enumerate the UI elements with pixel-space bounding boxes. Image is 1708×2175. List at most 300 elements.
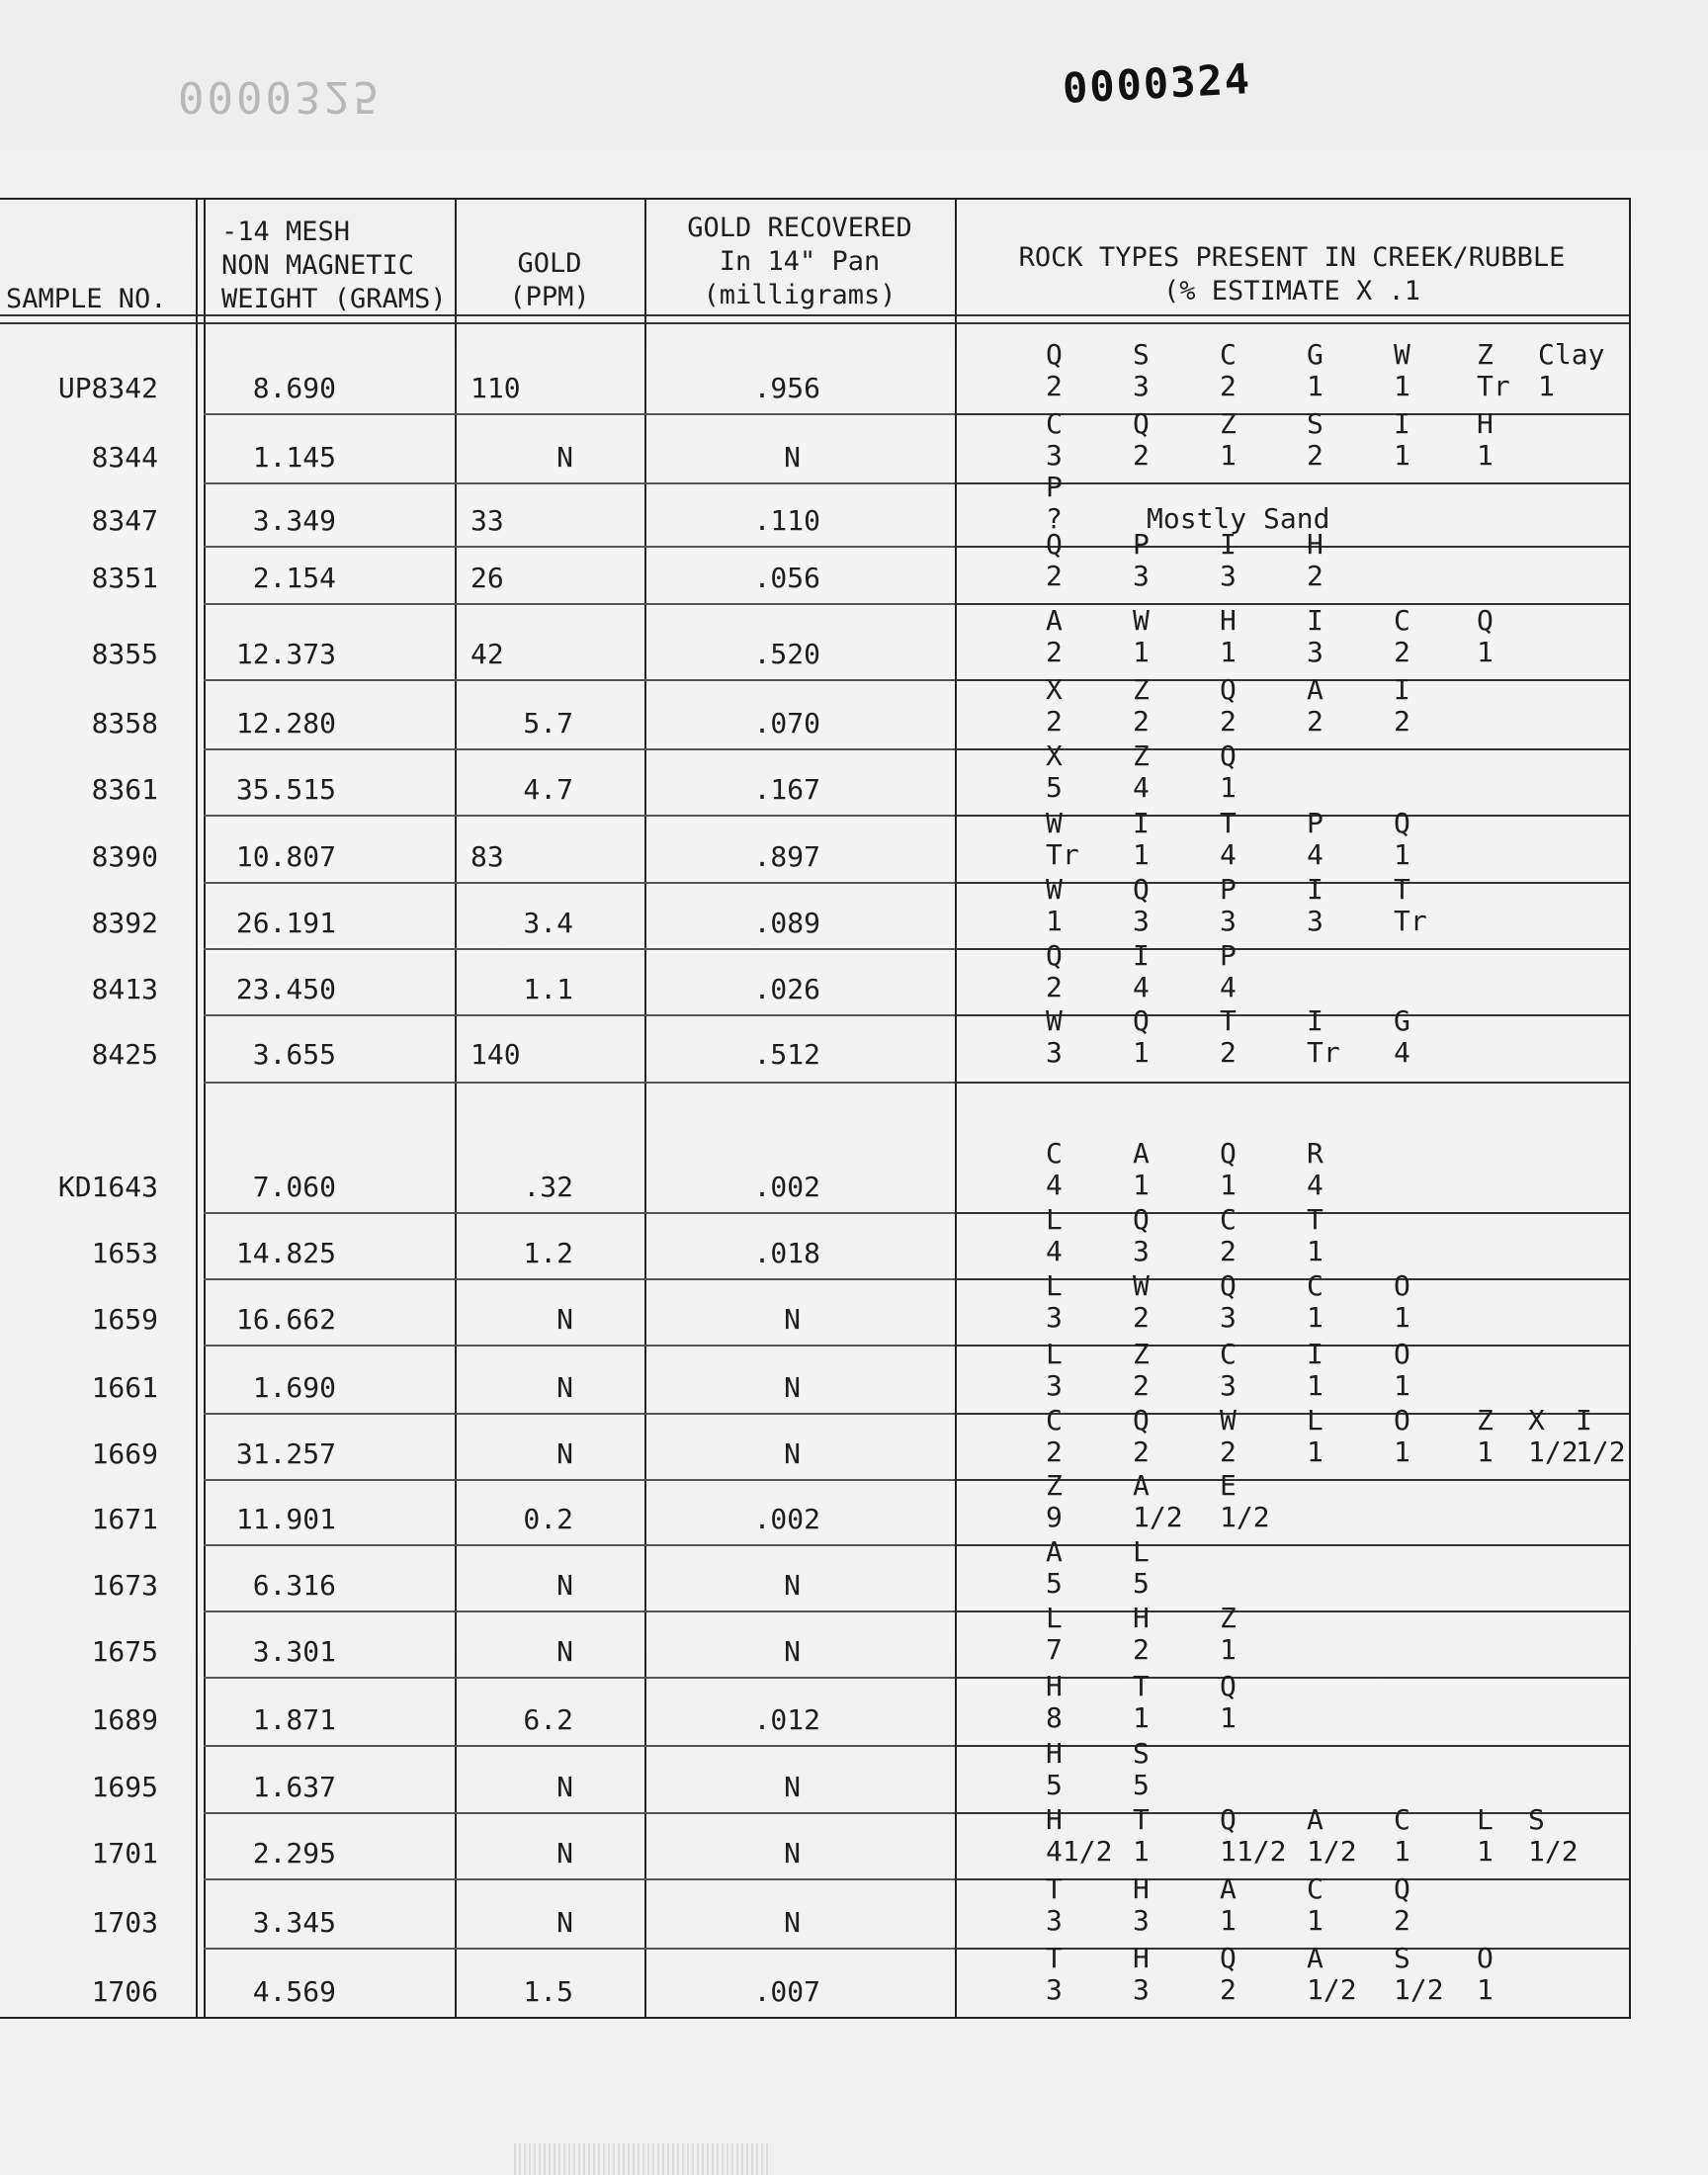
gold-ppm-value: 26 xyxy=(470,562,504,594)
rock-type-estimate: 2 xyxy=(1046,1436,1063,1468)
gold-recovered-value: N xyxy=(784,1837,801,1870)
row-rule xyxy=(204,1812,955,1814)
rock-type-estimate: 2 xyxy=(1046,370,1063,402)
gold-recovered-value: .056 xyxy=(753,562,820,594)
rock-type-estimate: 4 xyxy=(1133,971,1150,1003)
sample-number: 8344 xyxy=(91,441,158,474)
rock-type-letter: Q xyxy=(1133,873,1150,906)
rock-type-letter: C xyxy=(1394,604,1410,637)
gold-ppm-value: N xyxy=(556,1303,573,1336)
rock-type-letter: G xyxy=(1394,1004,1410,1037)
rock-type-estimate: 2 xyxy=(1220,1436,1237,1468)
rock-type-letter: X xyxy=(1046,740,1063,772)
weight-value: 1.637 xyxy=(252,1771,336,1803)
rock-type-estimate: 3 xyxy=(1046,439,1063,472)
weight-value: 3.655 xyxy=(252,1038,336,1071)
rock-type-estimate: 1 xyxy=(1394,1436,1410,1468)
rock-type-estimate: 4 xyxy=(1046,1235,1063,1267)
sample-number: UP8342 xyxy=(57,372,158,404)
row-rule xyxy=(955,1082,1629,1084)
rock-type-estimate: 1 xyxy=(1133,1701,1150,1734)
rock-type-letter: T xyxy=(1133,1803,1150,1836)
rock-type-estimate: 2 xyxy=(1046,560,1063,592)
rock-type-letter: C xyxy=(1220,1338,1237,1370)
rock-type-estimate: 4 xyxy=(1307,838,1324,871)
weight-value: 2.154 xyxy=(252,562,336,594)
gold-recovered-value: .026 xyxy=(753,973,820,1005)
rock-type-letter: I xyxy=(1307,873,1324,906)
gold-recovered-value: N xyxy=(784,1303,801,1336)
rock-type-estimate: 3 xyxy=(1307,905,1324,937)
gold-recovered-value: .512 xyxy=(753,1038,820,1071)
gold-recovered-value: .167 xyxy=(753,773,820,806)
rock-type-letter: Q xyxy=(1394,807,1410,839)
gold-recovered-value: N xyxy=(784,1906,801,1939)
rock-type-letter: H xyxy=(1477,407,1494,440)
weight-value: 4.569 xyxy=(252,1975,336,2008)
rock-type-estimate: 1/2 xyxy=(1133,1501,1183,1533)
rock-type-letter: Q xyxy=(1220,1670,1237,1702)
row-rule xyxy=(204,482,955,484)
rock-type-letter: Q xyxy=(1220,1137,1237,1170)
rock-type-letter: A xyxy=(1307,1942,1324,1974)
rock-type-estimate: 1 xyxy=(1307,1301,1324,1334)
scan-artifact xyxy=(514,2143,771,2175)
sample-number: KD1643 xyxy=(57,1171,158,1203)
rock-type-estimate: 1 xyxy=(1394,838,1410,871)
rock-type-estimate: 2 xyxy=(1307,705,1324,738)
sample-number: 8413 xyxy=(91,973,158,1005)
rock-type-estimate: 1 xyxy=(1394,439,1410,472)
weight-value: 12.280 xyxy=(235,707,336,740)
rock-type-letter: Q xyxy=(1220,1803,1237,1836)
rock-type-letter: I xyxy=(1307,1004,1324,1037)
rock-type-estimate: 9 xyxy=(1046,1501,1063,1533)
weight-value: 11.901 xyxy=(235,1503,336,1535)
row-rule xyxy=(204,1082,955,1084)
rock-type-estimate: 1/2 xyxy=(1394,1973,1444,2006)
sample-number: 1671 xyxy=(91,1503,158,1535)
rock-type-letter: G xyxy=(1307,338,1324,371)
gold-ppm-value: 1.2 xyxy=(523,1237,573,1269)
rock-type-letter: A xyxy=(1133,1469,1150,1502)
rock-type-letter: H xyxy=(1220,604,1237,637)
gold-ppm-value: N xyxy=(556,1635,573,1668)
rock-type-letter: I xyxy=(1307,1338,1324,1370)
rock-type-estimate: 2 xyxy=(1394,636,1410,668)
row-rule xyxy=(204,1278,955,1280)
rock-type-letter: I xyxy=(1133,939,1150,972)
row-rule xyxy=(204,1413,955,1415)
rock-type-letter: L xyxy=(1046,1338,1063,1370)
rock-type-letter: P xyxy=(1046,471,1063,503)
weight-value: 6.316 xyxy=(252,1569,336,1602)
gold-ppm-value: N xyxy=(556,1437,573,1470)
rock-type-estimate: 3 xyxy=(1133,560,1150,592)
rock-type-estimate: 2 xyxy=(1394,1904,1410,1937)
rock-type-estimate: 1 xyxy=(1307,1369,1324,1402)
rock-type-letter: I xyxy=(1307,604,1324,637)
rock-type-letter: Q xyxy=(1046,528,1063,561)
rock-type-estimate: 3 xyxy=(1046,1904,1063,1937)
rock-type-letter: C xyxy=(1046,1404,1063,1436)
gold-ppm-value: .32 xyxy=(523,1171,573,1203)
rock-type-estimate: 2 xyxy=(1046,705,1063,738)
rock-type-letter: Z xyxy=(1220,1602,1237,1634)
weight-value: 3.301 xyxy=(252,1635,336,1668)
rock-type-letter: Z xyxy=(1133,740,1150,772)
rock-type-estimate: 1 xyxy=(1538,370,1555,402)
row-rule xyxy=(204,546,955,548)
rock-type-letter: W xyxy=(1133,604,1150,637)
rock-type-letter: O xyxy=(1477,1942,1494,1974)
rock-type-estimate: 3 xyxy=(1046,1301,1063,1334)
gold-ppm-value: 0.2 xyxy=(523,1503,573,1535)
gold-ppm-value: 3.4 xyxy=(523,907,573,939)
rock-type-letter: S xyxy=(1394,1942,1410,1974)
rock-type-letter: O xyxy=(1394,1338,1410,1370)
gold-recovered-value: N xyxy=(784,1635,801,1668)
rock-type-letter: P xyxy=(1133,528,1150,561)
rock-type-estimate: 1 xyxy=(1477,439,1494,472)
rock-type-estimate: 3 xyxy=(1307,636,1324,668)
row-rule xyxy=(204,1745,955,1747)
weight-value: 7.060 xyxy=(252,1171,336,1203)
gold-recovered-value: .002 xyxy=(753,1171,820,1203)
rock-type-letter: Q xyxy=(1046,338,1063,371)
rock-type-estimate: 2 xyxy=(1394,705,1410,738)
rock-type-estimate: 1/2 xyxy=(1307,1835,1357,1868)
rock-type-letter: A xyxy=(1046,604,1063,637)
gold-ppm-value: 1.1 xyxy=(523,973,573,1005)
rock-type-letter: W xyxy=(1394,338,1410,371)
sample-number: 1701 xyxy=(91,1837,158,1870)
rock-type-letter: T xyxy=(1046,1942,1063,1974)
gold-recovered-value: .007 xyxy=(753,1975,820,2008)
rock-type-estimate: 2 xyxy=(1220,1973,1237,2006)
rock-type-letter: C xyxy=(1220,1203,1237,1236)
rock-type-letter: L xyxy=(1133,1535,1150,1568)
rock-type-estimate: Tr xyxy=(1394,905,1427,937)
rock-type-estimate: 1/2 xyxy=(1220,1501,1270,1533)
row-rule xyxy=(204,1878,955,1880)
rock-type-estimate: 2 xyxy=(1220,1036,1237,1069)
weight-value: 3.345 xyxy=(252,1906,336,1939)
rock-type-letter: S xyxy=(1528,1803,1545,1836)
rock-type-estimate: 1 xyxy=(1394,370,1410,402)
rock-type-letter: W xyxy=(1220,1404,1237,1436)
row-rule xyxy=(204,882,955,884)
rock-type-letter: Q xyxy=(1394,1872,1410,1905)
weight-value: 1.145 xyxy=(252,441,336,474)
rock-type-estimate: 1 xyxy=(1477,1835,1494,1868)
rock-type-estimate: 1 xyxy=(1477,1436,1494,1468)
rock-type-estimate: 3 xyxy=(1133,370,1150,402)
rock-type-estimate: 3 xyxy=(1220,560,1237,592)
gold-recovered-value: N xyxy=(784,1569,801,1602)
rock-type-estimate: 3 xyxy=(1220,1301,1237,1334)
rock-type-estimate: 3 xyxy=(1133,1973,1150,2006)
rock-type-letter: Q xyxy=(1220,673,1237,706)
rock-type-letter: A xyxy=(1220,1872,1237,1905)
rock-type-letter: H xyxy=(1046,1737,1063,1770)
rock-type-letter: H xyxy=(1133,1872,1150,1905)
rock-type-letter: S xyxy=(1133,338,1150,371)
rock-type-estimate: 2 xyxy=(1307,439,1324,472)
header-mesh-line1: -14 MESH xyxy=(221,217,351,247)
sample-number: 1661 xyxy=(91,1371,158,1404)
weight-value: 26.191 xyxy=(235,907,336,939)
gold-recovered-value: .897 xyxy=(753,840,820,873)
rock-type-letter: A xyxy=(1307,673,1324,706)
gold-recovered-value: .089 xyxy=(753,907,820,939)
rock-type-letter: T xyxy=(1133,1670,1150,1702)
rock-type-letter: W xyxy=(1046,873,1063,906)
header-recovered-line3: (milligrams) xyxy=(703,280,897,310)
rock-type-letter: Z xyxy=(1477,338,1494,371)
weight-value: 12.373 xyxy=(235,638,336,670)
gold-ppm-value: 4.7 xyxy=(523,773,573,806)
rock-type-letter: A xyxy=(1133,1137,1150,1170)
rock-type-letter: C xyxy=(1220,338,1237,371)
rock-type-estimate: 1 xyxy=(1307,1904,1324,1937)
rock-type-letter: A xyxy=(1046,1535,1063,1568)
gold-ppm-value: N xyxy=(556,1371,573,1404)
rock-type-estimate: Tr xyxy=(1046,838,1079,871)
rock-type-estimate: 1 xyxy=(1133,1036,1150,1069)
header-gold-line1: GOLD xyxy=(517,248,582,279)
gold-ppm-value: 6.2 xyxy=(523,1703,573,1736)
sample-number: 1689 xyxy=(91,1703,158,1736)
gold-recovered-value: .956 xyxy=(753,372,820,404)
rock-type-estimate: 1 xyxy=(1220,1169,1237,1201)
gold-recovered-value: N xyxy=(784,441,801,474)
rock-type-letter: Q xyxy=(1220,1269,1237,1302)
rock-type-estimate: 1 xyxy=(1477,1973,1494,2006)
sample-number: 8347 xyxy=(91,504,158,537)
rock-type-letter: Z xyxy=(1220,407,1237,440)
rock-type-estimate: 5 xyxy=(1046,1567,1063,1600)
rock-type-letter: T xyxy=(1307,1203,1324,1236)
rock-type-letter: O xyxy=(1394,1269,1410,1302)
header-rule xyxy=(0,322,1629,324)
row-rule xyxy=(204,748,955,750)
rock-type-estimate: 1 xyxy=(1477,636,1494,668)
rock-type-estimate: 1 xyxy=(1220,1633,1237,1666)
sample-number: 1669 xyxy=(91,1437,158,1470)
sample-number: 1675 xyxy=(91,1635,158,1668)
rock-type-estimate: 4 xyxy=(1046,1169,1063,1201)
rock-type-letter: T xyxy=(1394,873,1410,906)
rock-type-estimate: 1 xyxy=(1307,1235,1324,1267)
gold-recovered-value: .070 xyxy=(753,707,820,740)
rock-type-estimate: 1/2 xyxy=(1576,1436,1626,1468)
row-rule xyxy=(204,413,955,415)
rock-type-estimate: 1 xyxy=(1046,905,1063,937)
sample-number: 1703 xyxy=(91,1906,158,1939)
sample-number: 8425 xyxy=(91,1038,158,1071)
rock-type-estimate: 1 xyxy=(1133,636,1150,668)
rock-type-letter: Z xyxy=(1477,1404,1494,1436)
rock-type-estimate: 3 xyxy=(1046,1036,1063,1069)
rock-type-letter: H xyxy=(1307,528,1324,561)
gold-ppm-value: 5.7 xyxy=(523,707,573,740)
rock-type-estimate: 3 xyxy=(1220,905,1237,937)
row-rule xyxy=(204,1948,955,1950)
rock-type-estimate: 1 xyxy=(1133,1835,1150,1868)
rock-type-estimate: 11/2 xyxy=(1220,1835,1287,1868)
rock-type-estimate: Tr xyxy=(1477,370,1510,402)
weight-value: 23.450 xyxy=(235,973,336,1005)
rock-type-letter: Z xyxy=(1133,673,1150,706)
header-gold-line2: (PPM) xyxy=(509,282,590,312)
rock-type-estimate: 3 xyxy=(1046,1973,1063,2006)
rock-type-estimate: 2 xyxy=(1307,560,1324,592)
rock-type-estimate: 1/2 xyxy=(1528,1835,1579,1868)
header-recovered-line1: GOLD RECOVERED xyxy=(687,213,912,243)
rock-type-estimate: 2 xyxy=(1046,636,1063,668)
rock-type-estimate: 5 xyxy=(1046,771,1063,804)
rock-type-letter: X xyxy=(1046,673,1063,706)
sample-number: 1706 xyxy=(91,1975,158,2008)
rock-type-estimate: 5 xyxy=(1133,1567,1150,1600)
weight-value: 8.690 xyxy=(252,372,336,404)
rock-type-estimate: 1 xyxy=(1394,1301,1410,1334)
rock-type-estimate: 8 xyxy=(1046,1701,1063,1734)
rock-type-letter: Q xyxy=(1046,939,1063,972)
rock-type-letter: I xyxy=(1394,673,1410,706)
header-mesh-line3: WEIGHT (GRAMS) xyxy=(221,284,447,314)
rock-type-letter: C xyxy=(1307,1872,1324,1905)
rock-type-estimate: 2 xyxy=(1133,1633,1150,1666)
rock-type-estimate: 1 xyxy=(1220,439,1237,472)
header-sample-no: SAMPLE NO. xyxy=(6,284,167,314)
rock-type-estimate: Tr xyxy=(1307,1036,1340,1069)
rock-type-letter: Z xyxy=(1046,1469,1063,1502)
rock-type-estimate: 2 xyxy=(1046,971,1063,1003)
rock-type-letter: H xyxy=(1046,1670,1063,1702)
rock-type-estimate: 1 xyxy=(1394,1835,1410,1868)
rock-type-letter: L xyxy=(1477,1803,1494,1836)
sample-number: 1659 xyxy=(91,1303,158,1336)
gold-recovered-value: .110 xyxy=(753,504,820,537)
weight-value: 10.807 xyxy=(235,840,336,873)
rock-type-letter: C xyxy=(1394,1803,1410,1836)
row-rule xyxy=(204,1479,955,1481)
rock-type-estimate: 2 xyxy=(1133,1436,1150,1468)
rock-type-letter: W xyxy=(1046,807,1063,839)
rock-type-estimate: 1 xyxy=(1307,370,1324,402)
rock-type-estimate: 2 xyxy=(1220,370,1237,402)
rock-note: Mostly Sand xyxy=(1147,502,1330,535)
rock-type-letter: H xyxy=(1133,1942,1150,1974)
rock-type-estimate: 4 xyxy=(1307,1169,1324,1201)
rock-type-estimate: 3 xyxy=(1046,1369,1063,1402)
rock-type-letter: L xyxy=(1307,1404,1324,1436)
rock-type-letter: I xyxy=(1394,407,1410,440)
gold-ppm-value: N xyxy=(556,1906,573,1939)
rock-type-estimate: 1 xyxy=(1394,1369,1410,1402)
header-rock-line2: (% ESTIMATE X .1 xyxy=(1162,276,1421,306)
weight-value: 16.662 xyxy=(235,1303,336,1336)
rock-type-estimate: 7 xyxy=(1046,1633,1063,1666)
row-rule xyxy=(204,1677,955,1679)
row-rule xyxy=(204,679,955,681)
rock-type-estimate: 4 xyxy=(1220,838,1237,871)
rock-type-letter: Q xyxy=(1133,1404,1150,1436)
gold-ppm-value: 42 xyxy=(470,638,504,670)
gold-ppm-value: 140 xyxy=(470,1038,521,1071)
page-number-stamp: 0000324 xyxy=(1061,54,1253,113)
rock-type-estimate: 1 xyxy=(1220,1904,1237,1937)
rock-type-letter: T xyxy=(1220,807,1237,839)
column-divider xyxy=(196,200,198,2017)
row-rule xyxy=(204,1212,955,1214)
sample-number: 1653 xyxy=(91,1237,158,1269)
rock-type-letter: T xyxy=(1046,1872,1063,1905)
sample-number: 8361 xyxy=(91,773,158,806)
gold-ppm-value: N xyxy=(556,1837,573,1870)
rock-type-letter: L xyxy=(1046,1269,1063,1302)
rock-type-estimate: 3 xyxy=(1133,1235,1150,1267)
gold-ppm-value: 110 xyxy=(470,372,521,404)
weight-value: 31.257 xyxy=(235,1437,336,1470)
weight-value: 3.349 xyxy=(252,504,336,537)
weight-value: 1.871 xyxy=(252,1703,336,1736)
rock-type-estimate: 4 xyxy=(1133,771,1150,804)
header-recovered-line2: In 14" Pan xyxy=(719,246,881,277)
row-rule xyxy=(204,1610,955,1612)
gold-recovered-value: .520 xyxy=(753,638,820,670)
row-rule xyxy=(204,603,955,605)
gold-ppm-value: N xyxy=(556,441,573,474)
rock-type-letter: P xyxy=(1220,873,1237,906)
rock-type-letter: Q xyxy=(1220,1942,1237,1974)
gold-recovered-value: N xyxy=(784,1371,801,1404)
rock-type-letter: Clay xyxy=(1538,338,1605,371)
rock-type-letter: S xyxy=(1307,407,1324,440)
rock-type-estimate: 1 xyxy=(1220,771,1237,804)
row-rule xyxy=(204,815,955,817)
rock-type-estimate: 1/2 xyxy=(1528,1436,1579,1468)
sample-number: 8392 xyxy=(91,907,158,939)
rock-type-letter: O xyxy=(1394,1404,1410,1436)
rock-type-letter: H xyxy=(1133,1602,1150,1634)
rock-type-letter: P xyxy=(1307,807,1324,839)
sample-number: 1695 xyxy=(91,1771,158,1803)
row-rule xyxy=(204,1544,955,1546)
rock-type-estimate: 2 xyxy=(1133,439,1150,472)
rock-type-letter: C xyxy=(1046,1137,1063,1170)
rock-type-letter: Q xyxy=(1220,740,1237,772)
rock-type-letter: E xyxy=(1220,1469,1237,1502)
mirrored-page-number: 0000325 xyxy=(178,71,383,122)
row-rule xyxy=(204,1014,955,1016)
rock-type-letter: Q xyxy=(1133,1004,1150,1037)
row-rule xyxy=(204,948,955,950)
rock-type-letter: I xyxy=(1220,528,1237,561)
rock-type-letter: Q xyxy=(1477,604,1494,637)
weight-value: 1.690 xyxy=(252,1371,336,1404)
rock-type-estimate: 5 xyxy=(1133,1769,1150,1801)
rock-type-letter: P xyxy=(1220,939,1237,972)
row-rule xyxy=(204,1345,955,1347)
gold-ppm-value: 1.5 xyxy=(523,1975,573,2008)
gold-ppm-value: N xyxy=(556,1771,573,1803)
gold-recovered-value: N xyxy=(784,1437,801,1470)
sample-number: 8390 xyxy=(91,840,158,873)
rock-type-estimate: 4 xyxy=(1394,1036,1410,1069)
